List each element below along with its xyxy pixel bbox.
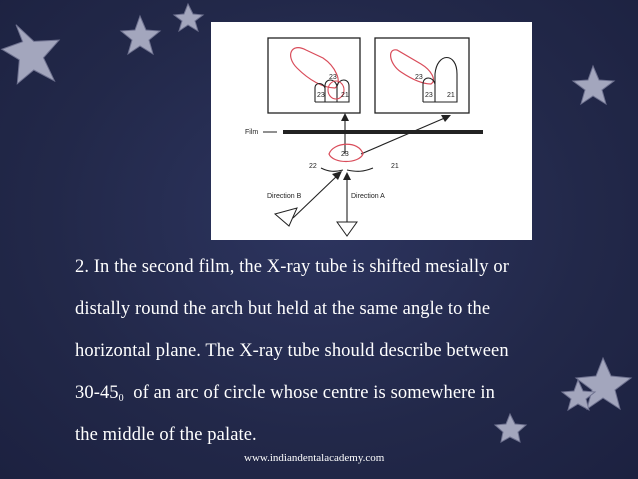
star-icon (174, 4, 203, 31)
paragraph-line-4-start: 30-45 (75, 383, 119, 403)
slide-paragraph (75, 246, 635, 456)
dental-xray-diagram (211, 22, 532, 240)
left-tooth-lower-left-label: 23 (317, 92, 325, 99)
degree-superscript: 0 (118, 393, 124, 404)
paragraph-line-1: 2. In the second film, the X-ray tube is shifted mesially or (75, 257, 509, 277)
paragraph-line-4-end: of an arc of circle whose centre is somewhere in (123, 383, 496, 403)
paragraph-line-5: the middle of the palate. (75, 425, 257, 445)
xray-tube-a (337, 222, 357, 236)
direction-b-label: Direction B (267, 193, 302, 200)
direction-a-label: Direction A (351, 193, 385, 200)
right-tooth-lower-right-label: 21 (447, 92, 455, 99)
left-tooth-upper-label: 23 (329, 74, 337, 81)
arch-center-label: 23 (341, 151, 349, 158)
arch-left-label: 22 (309, 163, 317, 170)
star-icon (0, 17, 67, 91)
film-bar (283, 130, 483, 134)
paragraph-line-2: distally round the arch but held at the same angle to the (75, 299, 491, 319)
footer-website: www.indiandentalacademy.com (244, 452, 385, 464)
left-tooth-lower-right-label: 21 (341, 92, 349, 99)
right-tooth-upper-label: 23 (415, 74, 423, 81)
paragraph-line-3: horizontal plane. The X-ray tube should describe between (75, 341, 509, 361)
film-label: Film (245, 129, 259, 136)
right-canine-outline (391, 50, 434, 84)
star-icon (573, 66, 614, 104)
arch-right-label: 21 (391, 163, 399, 170)
arrow-to-right-panel (361, 117, 447, 154)
star-icon (121, 16, 160, 54)
right-tooth-lower-left-label: 23 (425, 92, 433, 99)
left-canine-outline (291, 48, 339, 88)
